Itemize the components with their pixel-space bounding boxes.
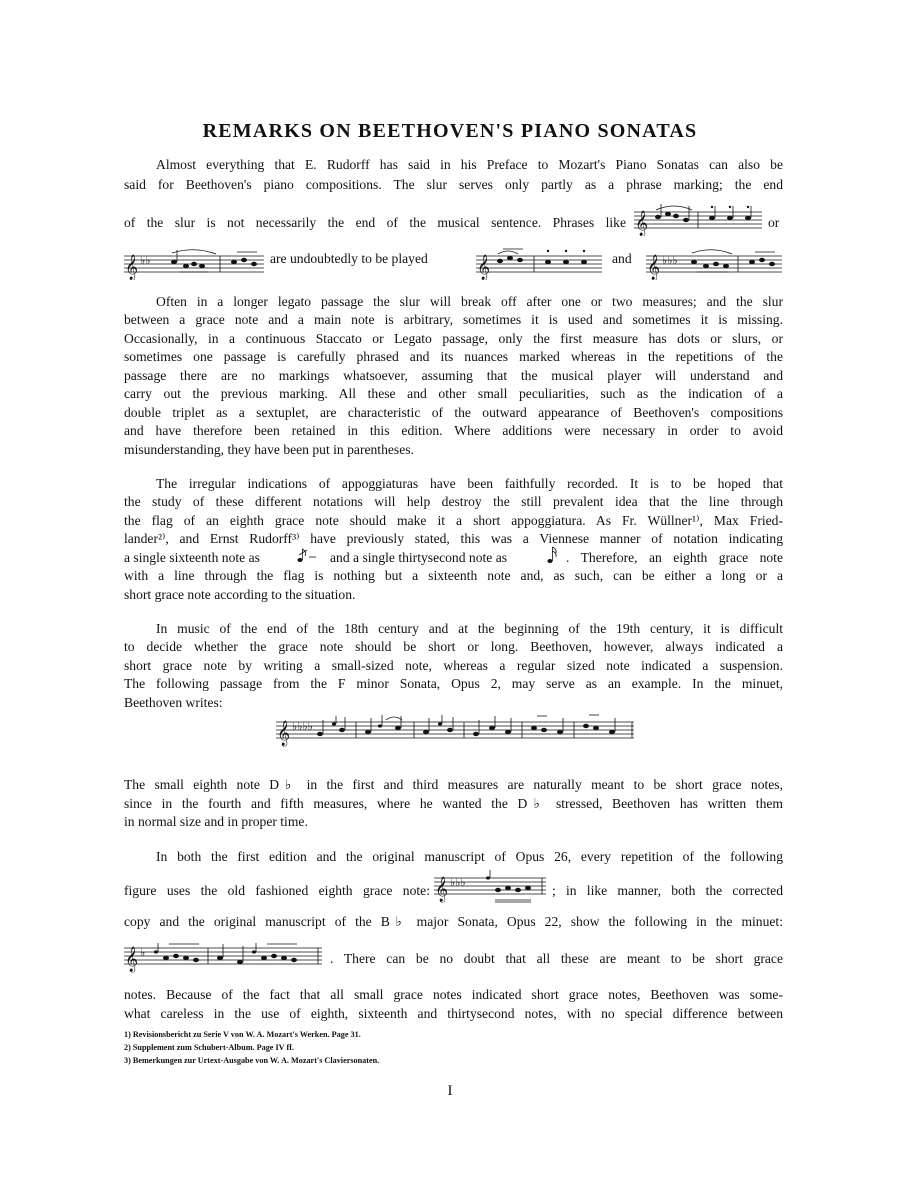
svg-text:𝄞: 𝄞 [277, 721, 291, 746]
paragraph-1-line-4-mid: are undoubtedly to be played [270, 251, 428, 266]
paragraph-6-line-4: . There can be no doubt that all these are meant to be short grace [330, 951, 783, 966]
paragraph-5-line-3: in normal size and in proper time. [124, 814, 308, 829]
music-example-played-2 [646, 244, 782, 280]
paragraph-2-line-5: passage there are no markings whatsoever, assuming that the musical player will understand and [124, 368, 783, 383]
page-number: I [447, 1083, 453, 1099]
paragraph-2-line-3: Occasionally, in a continuous Staccato or Legato passage, only the first measure has dots or slurs, or [124, 331, 783, 346]
music-example-played-1 [476, 244, 602, 280]
svg-text:𝄞: 𝄞 [435, 877, 449, 902]
music-example-opus-26-figure [434, 868, 546, 904]
music-example-phrase-1 [634, 200, 762, 236]
paragraph-3-line-1: The irregular indications of appoggiaturas have been faithfully recorded. It is to be hoped that [156, 476, 783, 491]
paragraph-1-line-3: of the slur is not necessarily the end of the musical sentence. Phrases like [124, 215, 626, 230]
paragraph-3-line-5b: and a single thirtysecond note as [330, 550, 508, 565]
music-example-b-flat-minuet [124, 938, 322, 974]
paragraph-5-line-2: since in the fourth and fifth measures, where he wanted the D♭ stressed, Beethoven has written them [124, 796, 783, 811]
paragraph-5-line-1: The small eighth note D♭ in the first and third measures are naturally meant to be short grace notes, [124, 777, 783, 792]
paragraph-3-line-3: the flag of an eighth grace note should make it a short appoggiatura. As Fr. Wüllner¹⁾, Max Fried- [124, 513, 783, 528]
paragraph-3-line-5c: . Therefore, an eighth grace note [566, 550, 783, 565]
paragraph-6-line-2a: figure uses the old fashioned eighth grace note: [124, 883, 430, 898]
paragraph-4-line-4: The following passage from the F minor Sonata, Opus 2, may serve as an example. In the minuet, [124, 676, 783, 691]
paragraph-2-line-1: Often in a longer legato passage the slur will break off after one or two measures; and the slur [156, 294, 783, 309]
svg-text:𝄞: 𝄞 [125, 947, 139, 972]
svg-text:𝄞: 𝄞 [477, 255, 491, 280]
paragraph-3-line-4: lander²⁾, and Ernst Rudorff³⁾ have previously stated, this was a Viennese manner of notation indicating [124, 531, 783, 546]
paragraph-6-line-1: In both the first edition and the original manuscript of Opus 26, every repetition of the following [156, 849, 783, 864]
music-example-phrase-2 [124, 244, 264, 280]
paragraph-4-line-5: Beethoven writes: [124, 695, 223, 710]
thirtysecond-note-symbol [546, 545, 560, 567]
paragraph-1-line-4-and: and [612, 251, 632, 266]
paragraph-4-line-3: short grace note by writing a small-sized note, whereas a regular sized note indicated a suspension. [124, 658, 783, 673]
paragraph-2-line-6: carry out the previous marking. All these and other small peculiarities, such as the indication of a [124, 386, 783, 401]
footnote-1: 1) Revisionsbericht zu Serie V von W. A. Mozart's Werken. Page 31. [124, 1030, 361, 1039]
paragraph-1-line-3-end: or [768, 215, 780, 230]
paragraph-1-line-2: said for Beethoven's piano compositions. The slur serves only partly as a phrase marking; the end [124, 177, 783, 192]
paragraph-4-line-2: to decide whether the grace note should be short or long. Beethoven, however, always indicated a [124, 639, 783, 654]
paragraph-3-line-2: the study of these different notations will help destroy the still prevalent idea that the line through [124, 494, 783, 509]
svg-text:𝄞: 𝄞 [647, 255, 661, 280]
svg-text:♭♭: ♭♭ [140, 254, 151, 267]
footnote-2: 2) Supplement zum Schubert-Album. Page IV ff. [124, 1043, 294, 1052]
sixteenth-note-grace-symbol [296, 546, 318, 566]
svg-text:♭♭♭♭: ♭♭♭♭ [292, 720, 313, 733]
paragraph-2-line-8: and have therefore been retained in this edition. Where additions were necessary in order to avoid [124, 423, 783, 438]
page-title: REMARKS ON BEETHOVEN'S PIANO SONATAS [202, 120, 698, 142]
paragraph-3-line-6: with a line through the flag is nothing but a sixteenth note and, as such, can be either a long or a [124, 568, 783, 583]
paragraph-6-line-3: copy and the original manuscript of the B♭ major Sonata, Opus 22, show the following in the minuet: [124, 914, 783, 929]
svg-text:♭: ♭ [140, 946, 146, 959]
paragraph-6-line-2b: ; in like manner, both the corrected [552, 883, 783, 898]
paragraph-6-line-6: what careless in the use of eighth, sixteenth and thirtysecond notes, with no special difference between [124, 1006, 783, 1021]
footnote-3: 3) Bemerkungen zur Urtext-Ausgabe von W. A. Mozart's Claviersonaten. [124, 1056, 380, 1065]
svg-text:♭♭♭: ♭♭♭ [450, 876, 466, 889]
svg-text:𝄞: 𝄞 [635, 211, 649, 236]
paragraph-4-line-1: In music of the end of the 18th century and at the beginning of the 19th century, it is difficult [156, 621, 783, 636]
paragraph-3-line-7: short grace note according to the situation. [124, 587, 356, 602]
svg-text:♭♭♭: ♭♭♭ [662, 254, 678, 267]
music-example-minuet-f-minor [276, 712, 634, 748]
paragraph-2-line-9: misunderstanding, they have been put in parentheses. [124, 442, 414, 457]
paragraph-6-line-5: notes. Because of the fact that all small grace notes indicated short grace notes, Beethoven was some- [124, 987, 783, 1002]
paragraph-2-line-7: double triplet as a sextuplet, are characteristic of the outward appearance of Beethoven's compositions [124, 405, 783, 420]
paragraph-2-line-2: between a grace note and a main note is arbitrary, sometimes it is used and sometimes it is missing. [124, 312, 783, 327]
paragraph-3-line-5a: a single sixteenth note as [124, 550, 260, 565]
svg-text:𝄞: 𝄞 [125, 255, 139, 280]
paragraph-2-line-4: sometimes one passage is carefully phrased and its nuances marked whereas in the repetitions of the [124, 349, 783, 364]
paragraph-1-line-1: Almost everything that E. Rudorff has said in his Preface to Mozart's Piano Sonatas can also be [156, 157, 783, 172]
